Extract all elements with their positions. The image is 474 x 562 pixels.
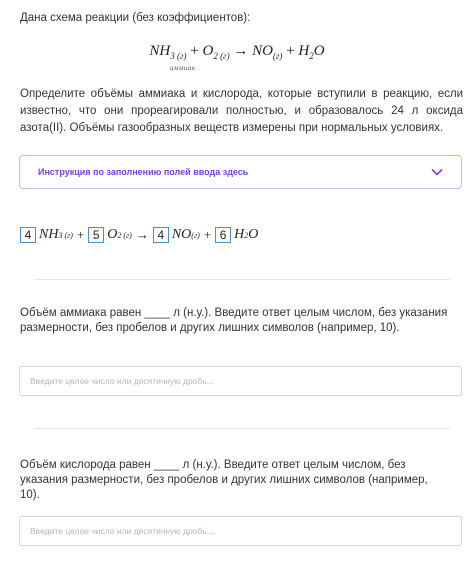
eq-h: H [234,227,245,242]
scheme-no-sub: (г) [272,51,283,61]
eq-arrow: → [135,227,149,242]
eq-plus-2: + [203,227,212,242]
scheme-h2o-h: H [298,43,310,59]
scheme-nh3: NH [149,43,171,59]
scheme-o2-sub: 2 (г) [213,51,230,61]
scheme-h2o-o: O [313,43,325,59]
scheme-plus-2: + [286,43,295,59]
eq-o2-sub: 2 (г) [117,230,132,240]
eq-h-sub: 2 [244,230,249,240]
scheme-o2: O [202,43,214,59]
instructions-dropdown-label: Инструкция по заполнению полей ввода здесь [38,167,249,177]
instructions-dropdown[interactable] [19,155,462,189]
coefficient-box-nh3[interactable]: 4 [20,227,36,243]
scheme-nh3-sub: 3 (г) [170,51,187,61]
task-intro: Дана схема реакции (без коэффициентов): [20,12,251,24]
scheme-arrow: → [233,43,249,59]
eq-nh3: NH [39,227,59,242]
scheme-h2o-sub: 2 [309,51,314,61]
eq-o2: O [107,227,118,242]
balanced-equation [20,225,258,245]
oxygen-volume-input[interactable] [19,516,462,546]
eq-no-sub: (г) [191,230,200,240]
ammonia-volume-input[interactable] [19,366,462,396]
eq-nh3-sub: 3 (г) [58,230,73,240]
problem-text: Определите объёмы аммиака и кислорода, которые вступили в реакцию, если известно, что они прореагировали полностью, и образовалось 24 л оксида азота(II). Объёмы газообразных веществ измерены при нормальных условиях. [20,88,463,134]
reaction-scheme [0,43,474,61]
chevron-down-icon [431,168,443,176]
scheme-note: аммиак [170,64,196,72]
coefficient-box-o2[interactable]: 5 [88,227,104,243]
eq-o: O [248,227,259,242]
question-ammonia: Объём аммиака равен ____ л (н.у.). Введите ответ целым числом, без указания размерности, без пробелов и других лишних символов (например, 10). [20,307,448,334]
eq-plus-1: + [76,227,85,242]
coefficient-box-no[interactable]: 4 [153,227,169,243]
scheme-no: NO [252,43,273,59]
scheme-plus-1: + [190,43,199,59]
divider [34,279,450,280]
coefficient-box-h2o[interactable]: 6 [215,227,231,243]
question-oxygen: Объём кислорода равен ____ л (н.у.). Введите ответ целым числом, без указания размерности, без пробелов и других лишних символов (например, 10). [20,459,428,501]
eq-no: NO [171,227,192,242]
divider [34,428,450,429]
